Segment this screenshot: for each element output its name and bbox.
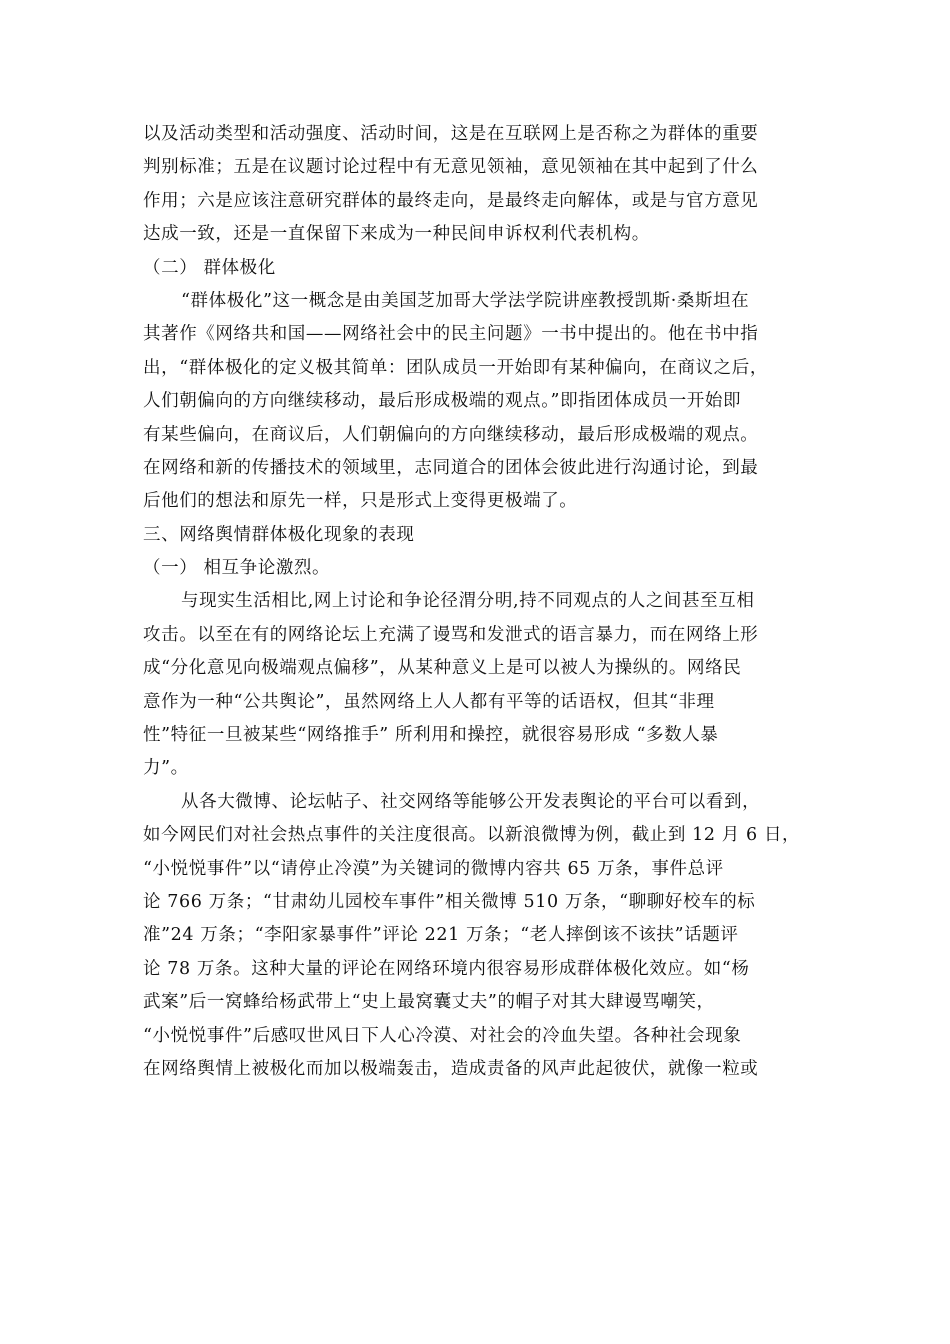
- paragraph-line: “小悦悦事件”后感叹世风日下人心冷漠、对社会的冷血失望。各种社会现象: [143, 1025, 742, 1046]
- paragraph-line: 如今网民们对社会热点事件的关注度很高。以新浪微博为例，截止到 12 月 6 日，: [143, 825, 801, 846]
- paragraph-line: 有某些偏向，在商议后，人们朝偏向的方向继续移动，最后形成极端的观点。: [143, 424, 759, 445]
- paragraph-line: 意作为一种“公共舆论”，虽然网络上人人都有平等的话语权，但其“非理: [143, 691, 715, 712]
- paragraph-line: 判别标准；五是在议题讨论过程中有无意见领袖，意见领袖在其中起到了什么: [143, 157, 759, 178]
- paragraph-line: 从各大微博、论坛帖子、社交网络等能够公开发表舆论的平台可以看到，: [181, 791, 761, 812]
- section-heading: （一） 相互争论激烈。: [143, 558, 331, 579]
- paragraph-line: 攻击。以至在有的网络论坛上充满了谩骂和发泄式的语言暴力，而在网络上形: [143, 624, 759, 645]
- paragraph-line: 作用；六是应该注意研究群体的最终走向，是最终走向解体，或是与官方意见: [143, 190, 759, 211]
- paragraph-line: 力”。: [143, 758, 189, 779]
- paragraph-line: 与现实生活相比,网上讨论和争论径渭分明,持不同观点的人之间甚至互相: [181, 591, 755, 612]
- section-heading: （二） 群体极化: [143, 257, 276, 278]
- paragraph-line: 武案”后一窝蜂给杨武带上“史上最窝囊丈夫”的帽子对其大肆谩骂嘲笑，: [143, 992, 715, 1013]
- paragraph-line: 人们朝偏向的方向继续移动，最后形成极端的观点。”即指团体成员一开始即: [143, 391, 742, 412]
- paragraph-line: 后他们的想法和原先一样，只是形式上变得更极端了。: [143, 491, 578, 512]
- document-body: [143, 118, 823, 1086]
- paragraph-line: 在网络舆情上被极化而加以极端轰击，造成责备的风声此起彼伏，就像一粒或: [143, 1058, 759, 1079]
- paragraph-line: 论 766 万条；“甘肃幼儿园校车事件”相关微博 510 万条，“聊聊好校车的标: [143, 891, 756, 912]
- paragraph-line: “群体极化”这一概念是由美国芝加哥大学法学院讲座教授凯斯·桑斯坦在: [181, 290, 750, 311]
- paragraph-line: 其著作《网络共和国——网络社会中的民主问题》一书中提出的。他在书中指: [143, 324, 759, 345]
- paragraph-line: 以及活动类型和活动强度、活动时间，这是在互联网上是否称之为群体的重要: [143, 124, 759, 144]
- paragraph-line: 性”特征一旦被某些“网络推手” 所利用和操控，就很容易形成 “多数人暴: [143, 725, 719, 746]
- paragraph-line: 出，“群体极化的定义极其简单：团队成员一开始即有某种偏向，在商议之后，: [143, 357, 768, 378]
- paragraph-line: 论 78 万条。这种大量的评论在网络环境内很容易形成群体极化效应。如“杨: [143, 958, 750, 979]
- chapter-heading: 三、网络舆情群体极化现象的表现: [143, 524, 415, 545]
- paragraph-line: 成“分化意见向极端观点偏移”，从某种意义上是可以被人为操纵的。网络民: [143, 658, 742, 679]
- paragraph-line: 准”24 万条；“李阳家暴事件”评论 221 万条；“老人摔倒该不该扶”话题评: [143, 925, 739, 946]
- paragraph-line: 在网络和新的传播技术的领域里，志同道合的团体会彼此进行沟通讨论，到最: [143, 457, 759, 478]
- paragraph-line: “小悦悦事件”以“请停止冷漠”为关键词的微博内容共 65 万条，事件总评: [143, 858, 724, 879]
- paragraph-line: 达成一致，还是一直保留下来成为一种民间申诉权利代表机构。: [143, 224, 650, 245]
